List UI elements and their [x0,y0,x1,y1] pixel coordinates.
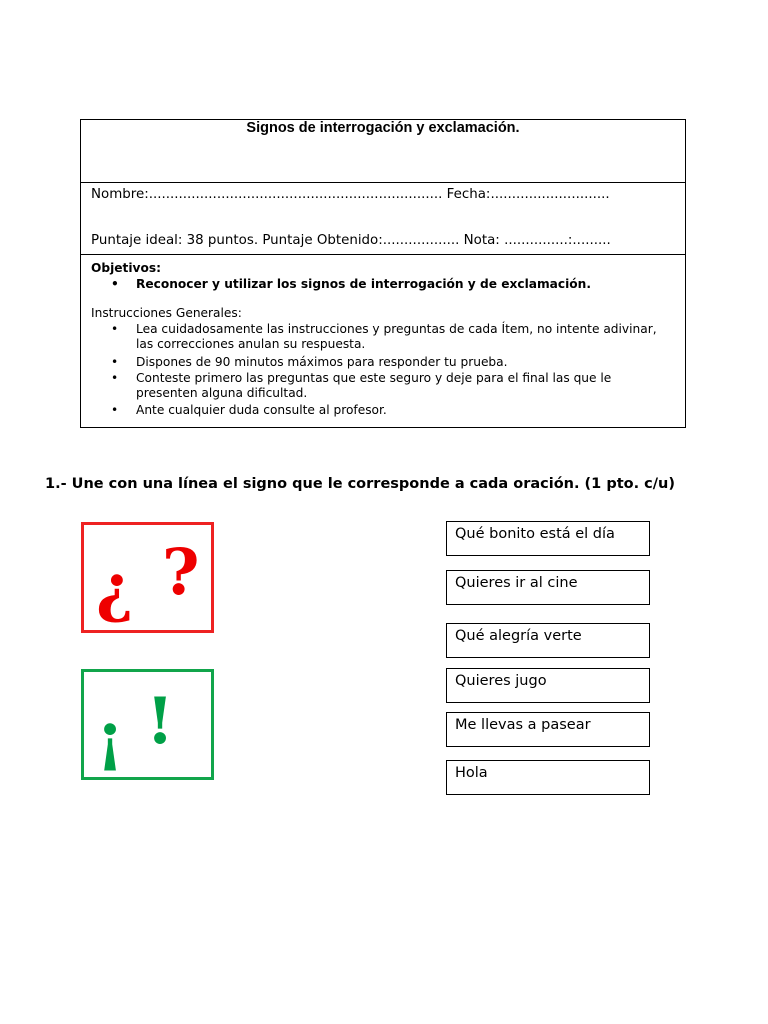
inverted-exclamation-mark-icon: ¡ [96,700,125,775]
worksheet-title: Signos de interrogación y exclamación. [246,120,520,136]
inverted-question-mark-icon: ¿ [96,551,134,626]
sentence-option: Me llevas a pasear [446,712,650,747]
header-divider [81,254,685,255]
header-box [80,119,686,428]
instruccion-text: Conteste primero las preguntas que este seguro y deje para el final las que le presenten alguna dificultad. [136,371,612,400]
sentence-option: Quieres jugo [446,668,650,703]
bullet: • [111,277,119,291]
bullet: • [111,371,119,385]
sentence-option: Qué alegría verte [446,623,650,658]
instruccion-text: Ante cualquier duda consulte al profesor. [136,403,387,417]
exclamation-mark-icon: ! [146,684,175,759]
bullet: • [111,355,119,369]
nombre-fecha-line: Nombre:..................................................................... Fecha:............................ [91,187,610,202]
question-mark-icon: ? [162,535,200,610]
sentence-option: Qué bonito está el día [446,521,650,556]
exclamation-marks-box [81,669,214,780]
bullet: • [111,403,119,417]
objetivo-text: Reconocer y utilizar los signos de interrogación y de exclamación. [136,277,591,291]
puntaje-nota-line: Puntaje ideal: 38 puntos. Puntaje Obtenido:.................. Nota: ...............:......... [91,233,611,248]
instruccion-text: Lea cuidadosamente las instrucciones y preguntas de cada Ítem, no intente adivinar, las correcciones anulan su respuesta. [136,322,657,351]
bullet: • [111,322,119,336]
sentence-option: Hola [446,760,650,795]
instruccion-text: Dispones de 90 minutos máximos para responder tu prueba. [136,355,508,369]
question-1-text: 1.- Une con una línea el signo que le corresponde a cada oración. (1 pto. c/u) [45,476,675,492]
objetivos-label: Objetivos: [91,261,161,275]
question-marks-box [81,522,214,633]
instrucciones-label: Instrucciones Generales: [91,306,242,320]
header-divider [81,182,685,183]
sentence-option: Quieres ir al cine [446,570,650,605]
